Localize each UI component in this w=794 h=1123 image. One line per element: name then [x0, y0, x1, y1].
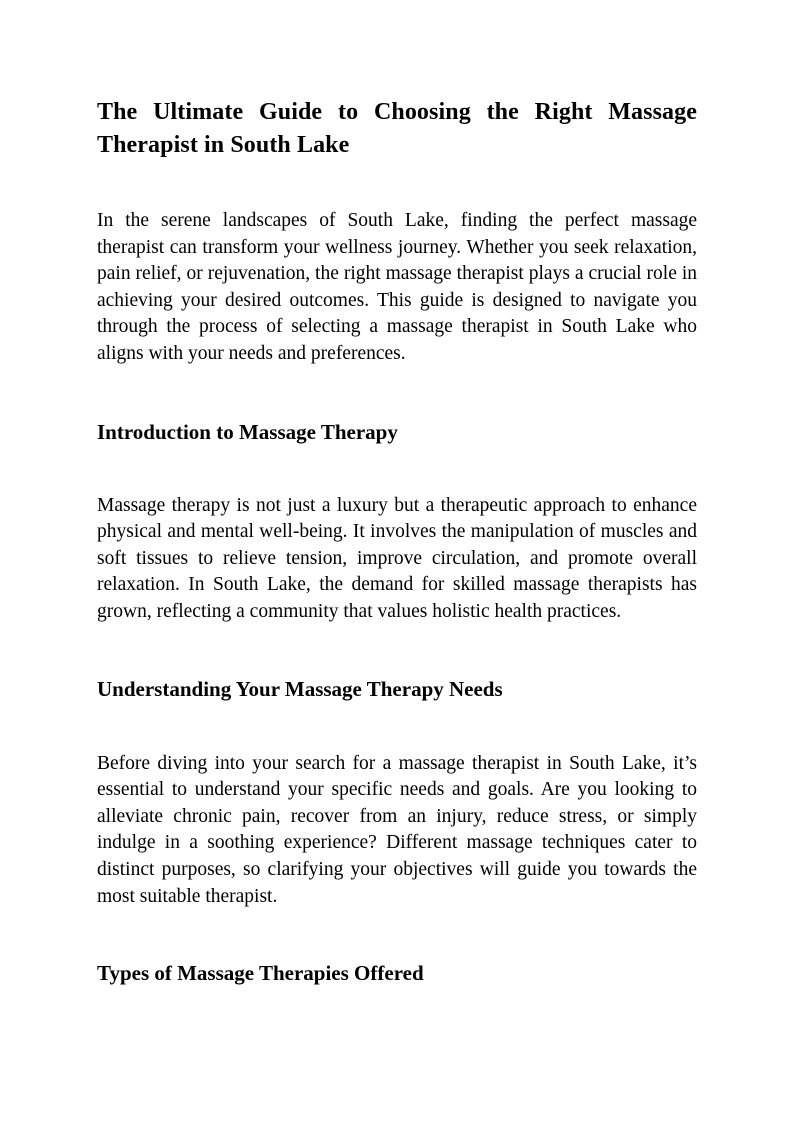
section-paragraph-understanding-needs: Before diving into your search for a massage therapist in South Lake, it’s essential to understand your specific needs and goals. Are you looking to alleviate chronic pain, recover from an injury, reduce stress, or simply indulge in a soothing experience? Different massage techniques cater to distinct purposes, so clarifying your objectives will guide you towards the most suitable therapist. [97, 752, 697, 907]
intro-paragraph: In the serene landscapes of South Lake, finding the perfect massage therapist can transform your wellness journey. Whether you seek relaxation, pain relief, or rejuvenation, the right massage therapist plays a crucial role in achieving your desired outcomes. This guide is designed to navigate you through the process of selecting a massage therapist in South Lake who aligns with your needs and preferences. [97, 210, 697, 364]
document-page [97, 96, 697, 987]
section-heading-types-of-massage: Types of Massage Therapies Offered [97, 961, 424, 986]
section-paragraph-introduction: Massage therapy is not just a luxury but a therapeutic approach to enhance physical and mental well-being. It involves the manipulation of muscles and soft tissues to relieve tension, improve circulation, and promote overall relaxation. In South Lake, the demand for skilled massage therapists has grown, reflecting a community that values holistic health practices. [97, 494, 697, 622]
section-heading-introduction: Introduction to Massage Therapy [97, 419, 398, 444]
section-heading-understanding-needs: Understanding Your Massage Therapy Needs [97, 676, 503, 701]
page-title: The Ultimate Guide to Choosing the Right Massage Therapist in South Lake [97, 99, 697, 158]
